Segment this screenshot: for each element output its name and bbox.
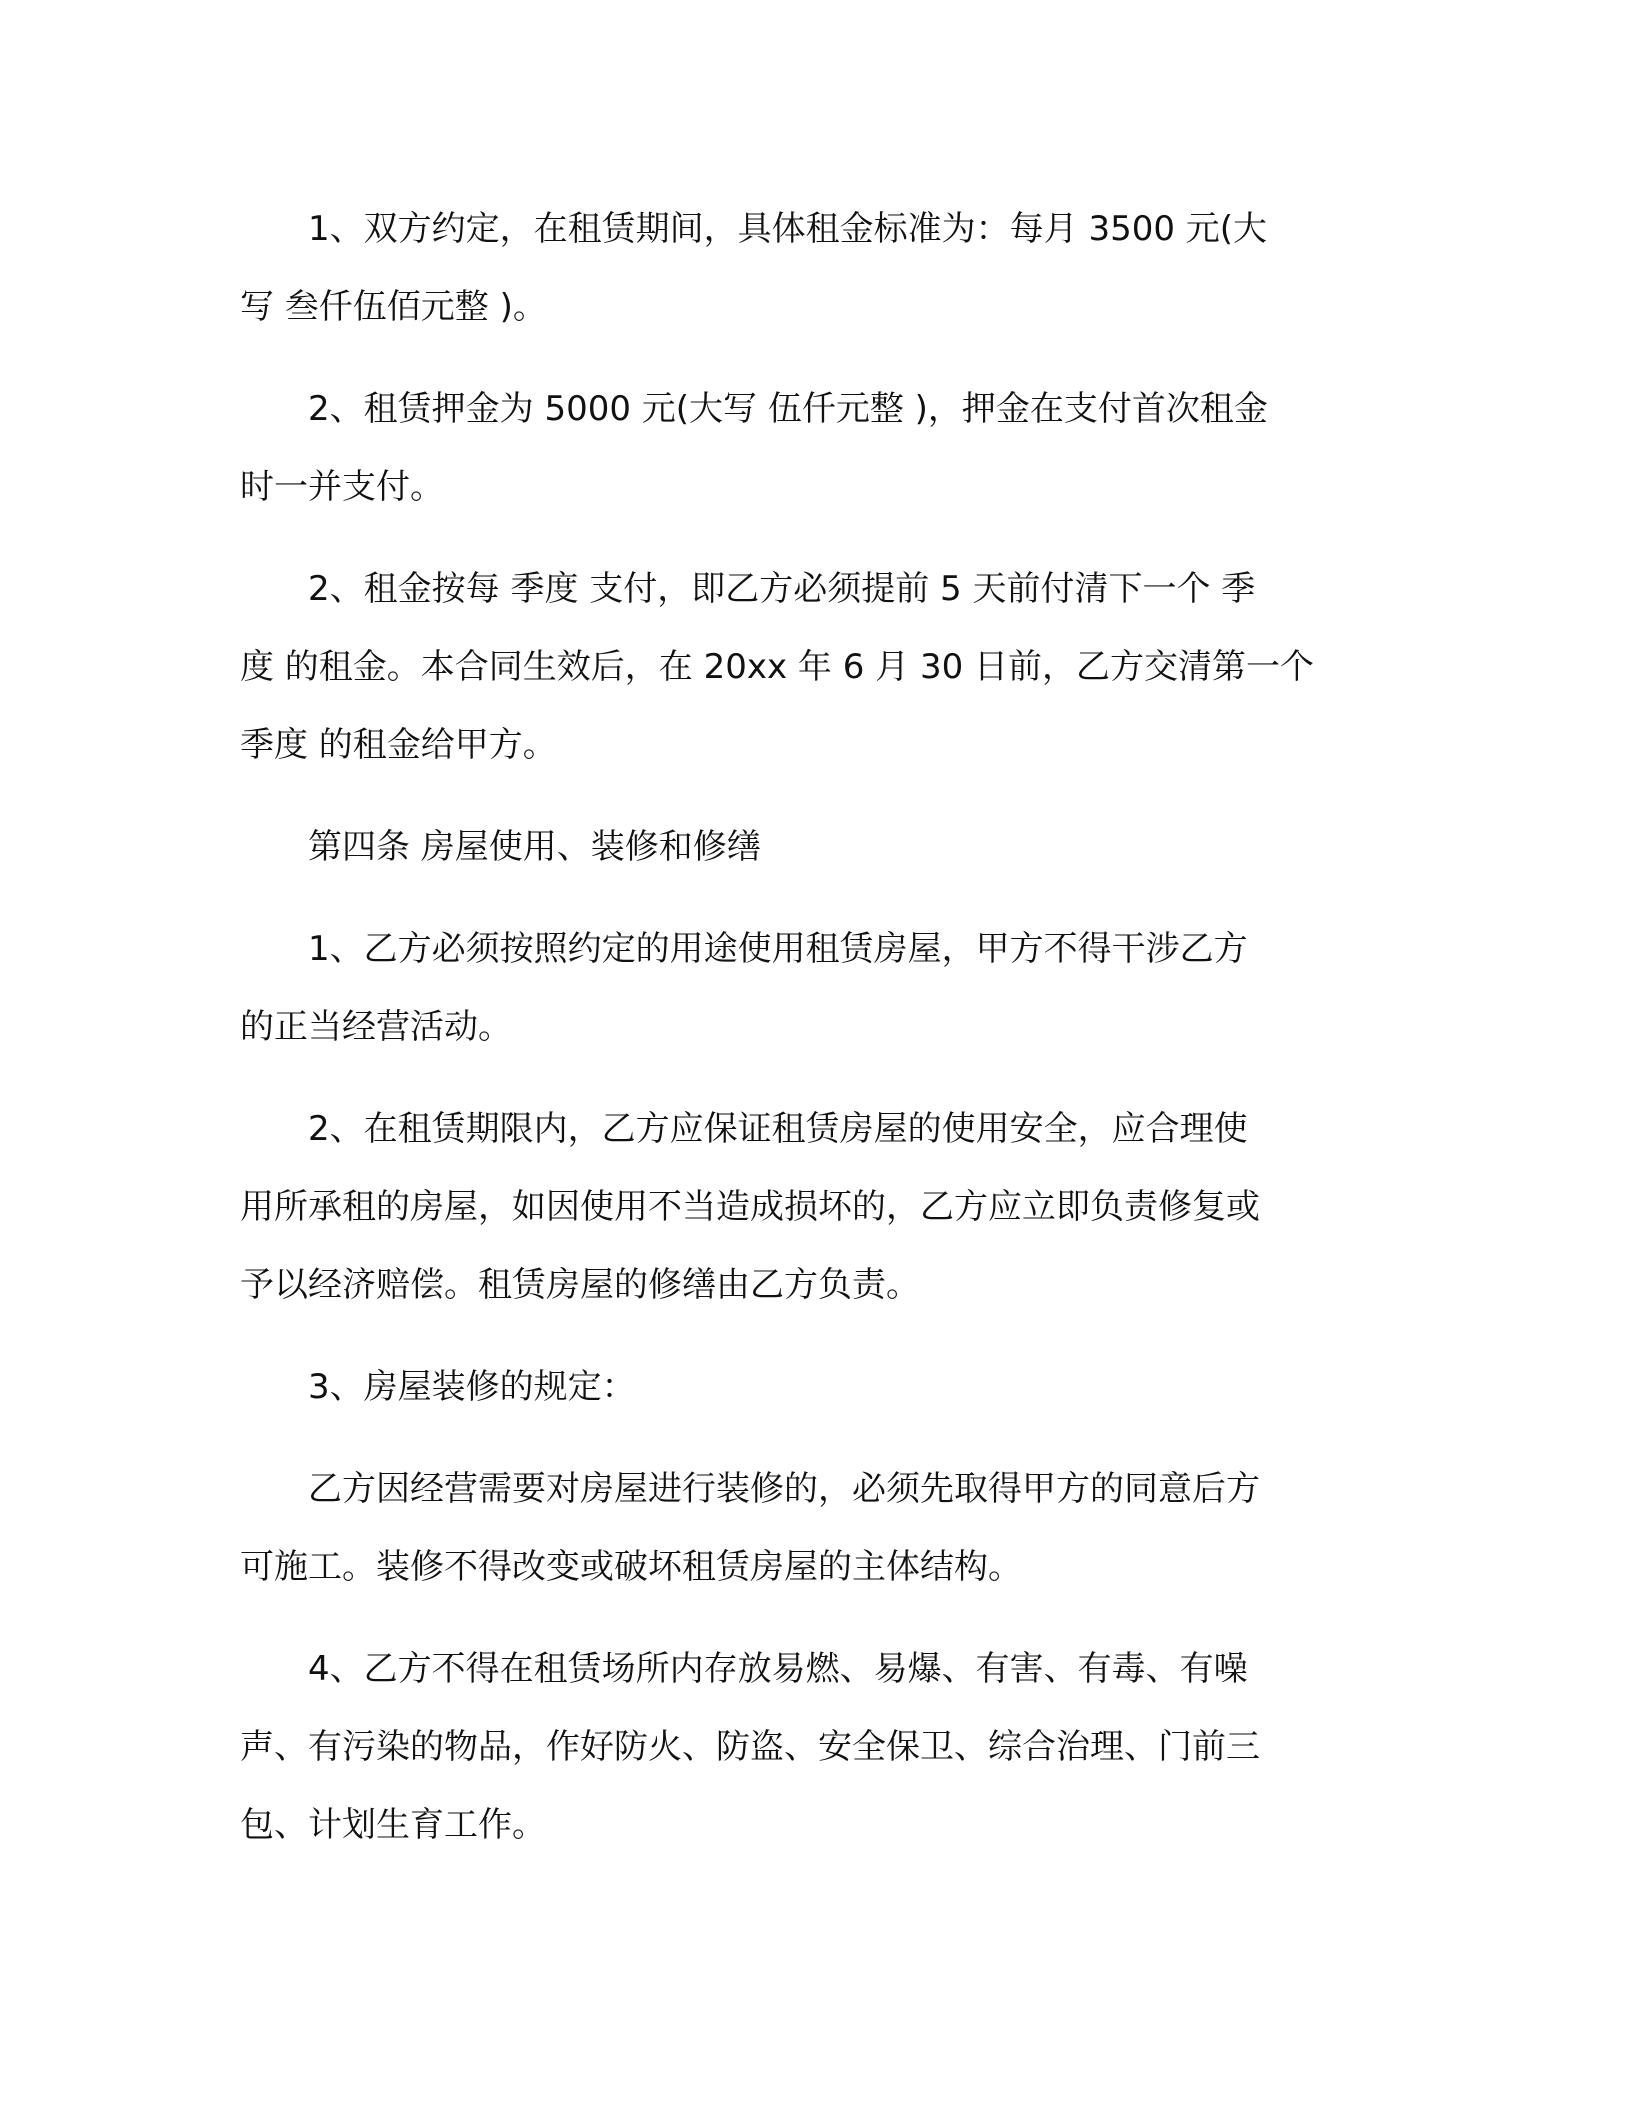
text-line: 2、在租赁期限内，乙方应保证租赁房屋的使用安全，应合理使	[308, 1109, 1248, 1149]
text-line: 3、房屋装修的规定：	[308, 1367, 636, 1407]
text-line: 用所承租的房屋，如因使用不当造成损坏的，乙方应立即负责修复或	[240, 1187, 1260, 1227]
text-line: 1、双方约定，在租赁期间，具体租金标准为：每月 3500 元(大	[308, 209, 1268, 249]
text-line: 写 叁仟伍佰元整 )。	[240, 287, 547, 327]
paragraph-deposit	[240, 370, 1390, 526]
text-line: 度 的租金。本合同生效后，在 20xx 年 6 月 30 日前，乙方交清第一个	[240, 647, 1315, 687]
paragraph-renovation-heading	[240, 1348, 1390, 1426]
text-line: 乙方因经营需要对房屋进行装修的，必须先取得甲方的同意后方	[308, 1469, 1260, 1509]
text-line: 包、计划生育工作。	[240, 1805, 546, 1845]
text-line: 2、租赁押金为 5000 元(大写 伍仟元整 )，押金在支付首次租金	[308, 389, 1268, 429]
text-line: 予以经济赔偿。租赁房屋的修缮由乙方负责。	[240, 1265, 920, 1305]
text-line: 季度 的租金给甲方。	[240, 725, 557, 765]
text-line: 声、有污染的物品，作好防火、防盗、安全保卫、综合治理、门前三	[240, 1727, 1260, 1767]
text-line: 可施工。装修不得改变或破坏租赁房屋的主体结构。	[240, 1547, 1022, 1587]
paragraph-safety-repair	[240, 1090, 1390, 1324]
text-line: 4、乙方不得在租赁场所内存放易燃、易爆、有害、有毒、有噪	[308, 1649, 1248, 1689]
section-heading-article-four	[240, 808, 1390, 886]
text-line: 2、租金按每 季度 支付，即乙方必须提前 5 天前付清下一个 季	[308, 569, 1256, 609]
text-line: 1、乙方必须按照约定的用途使用租赁房屋，甲方不得干涉乙方	[308, 929, 1248, 969]
paragraph-payment-schedule	[240, 550, 1390, 784]
paragraph-prohibited-items	[240, 1630, 1390, 1864]
text-line: 时一并支付。	[240, 467, 444, 507]
paragraph-rent-standard	[240, 190, 1390, 346]
text-line: 的正当经营活动。	[240, 1007, 512, 1047]
text-line: 第四条 房屋使用、装修和修缮	[308, 827, 761, 867]
document-body	[240, 190, 1390, 1888]
paragraph-usage	[240, 910, 1390, 1066]
paragraph-renovation-rules	[240, 1450, 1390, 1606]
